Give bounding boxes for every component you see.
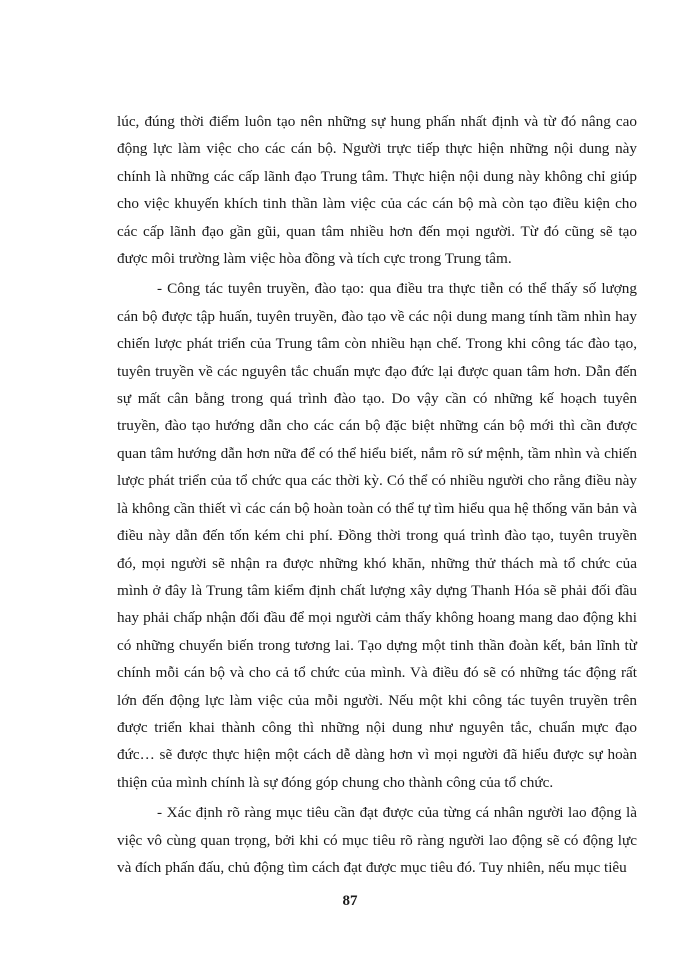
paragraph-1: lúc, đúng thời điểm luôn tạo nên những sự hung phấn nhất định và từ đó nâng cao động lực làm việc cho các cán bộ. Người trực tiếp thực hiện những nội dung này chính là những các cấp lãnh đạo Trung tâm. Thực hiện nội dung này không chỉ giúp cho việc khuyến khích tinh thần làm việc của các cán bộ mà còn tạo điều kiện cho các cấp lãnh đạo gần gũi, quan tâm nhiều hơn đến mọi người. Từ đó cũng sẽ tạo được môi trường làm việc hòa đồng và tích cực trong Trung tâm. — [117, 113, 637, 268]
paragraph-2: - Công tác tuyên truyền, đào tạo: qua điều tra thực tiễn có thể thấy số lượng cán bộ được tập huấn, tuyên truyền, đào tạo về các nội dung mang tính tầm nhìn hay chiến lược phát triển của Trung tâm còn nhiều hạn chế. Trong khi công tác đào tạo, tuyên truyền về các nguyên tắc chuẩn mực đạo đức lại được quan tâm hơn. Dẫn đến sự mất cân bằng trong quá trình đào tạo. Do vậy cần có những kế hoạch tuyên truyền, đào tạo hướng dẫn cho các cán bộ đặc biệt những cán bộ mới thì cần được quan tâm hướng dẫn hơn nữa để có thể hiểu biết, nắm rõ sứ mệnh, tầm nhìn và chiến lược phát triển của tổ chức qua các thời kỳ. Có thể có nhiều người cho rằng điều này là không cần thiết vì các cán bộ hoàn toàn có thể tự tìm hiểu qua hệ thống văn bản và điều này dẫn đến tốn kém chi phí. Đồng thời trong quá trình đào tạo, tuyên truyền đó, mọi người sẽ nhận ra được những khó khăn, những thử thách mà tổ chức của mình ở đây là Trung tâm kiểm định chất lượng xây dựng Thanh Hóa sẽ phải đối đầu hay phải chấp nhận đối đầu để mọi người cảm thấy không hoang mang dao động khi có những chuyển biến trong tương lai. Tạo dựng một tinh thần đoàn kết, bản lĩnh từ chính mỗi cán bộ và cho cả tổ chức của mình. Và điều đó sẽ có những tác động rất lớn đến động lực làm việc của mỗi người. Nếu một khi công tác tuyên truyền trên được triển khai thành công thì những nội dung như nguyên tắc, chuẩn mực đạo đức… sẽ được thực hiện một cách dễ dàng hơn vì mọi người đã hiểu được sự hoàn thiện của mình chính là sự đóng góp chung cho thành công của tổ chức. — [117, 280, 637, 791]
body-text — [117, 108, 637, 881]
paragraph-3: - Xác định rõ ràng mục tiêu cần đạt được của từng cá nhân người lao động là việc vô cùng quan trọng, bởi khi có mục tiêu rõ ràng người lao động sẽ có động lực và đích phấn đấu, chủ động tìm cách đạt được mục tiêu đó. Tuy nhiên, nếu mục tiêu — [117, 804, 637, 876]
page-number: 87 — [342, 893, 358, 909]
